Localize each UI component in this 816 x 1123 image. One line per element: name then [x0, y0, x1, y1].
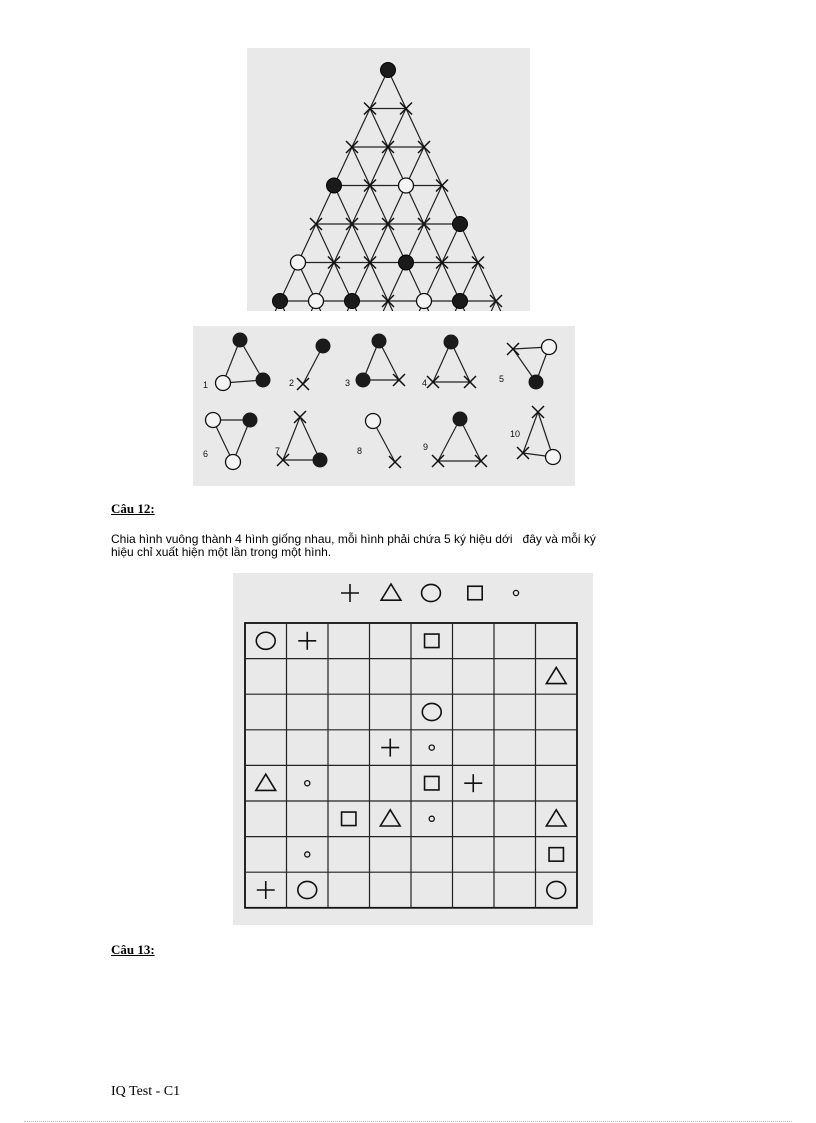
lattice-edge	[406, 109, 424, 148]
legend-circle-icon	[422, 584, 441, 601]
option-label-2: 2	[289, 378, 295, 388]
triangle-puzzle-figure	[247, 48, 530, 311]
option-piece-1	[203, 333, 271, 391]
open-node-icon	[542, 340, 557, 355]
filled-node-icon	[453, 217, 468, 232]
grid-triangle-icon	[256, 774, 276, 790]
grid-circle-icon	[298, 881, 317, 898]
filled-node-icon	[327, 178, 342, 193]
open-node-icon	[226, 455, 241, 470]
piece-edge	[523, 412, 538, 453]
grid-square-icon	[425, 634, 439, 648]
lattice-edge	[388, 301, 406, 311]
option-label-3: 3	[345, 378, 351, 388]
legend-triangle-icon	[381, 584, 401, 600]
grid-square-icon	[549, 848, 563, 862]
piece-edge	[283, 417, 300, 460]
lattice-edge	[478, 301, 496, 311]
option-piece-5	[499, 340, 557, 390]
option-piece-10	[510, 406, 561, 465]
filled-node-icon	[453, 294, 468, 309]
lattice-edge	[352, 109, 370, 148]
footer-divider	[24, 1121, 792, 1122]
option-label-6: 6	[203, 449, 209, 459]
filled-node-icon	[453, 412, 468, 427]
lattice-edge	[478, 263, 496, 302]
grid-plus-icon	[381, 739, 399, 757]
open-node-icon	[546, 450, 561, 465]
lattice-edge	[388, 109, 406, 148]
filled-node-icon	[256, 373, 271, 388]
symbol-grid-figure	[233, 573, 593, 925]
open-node-icon	[399, 178, 414, 193]
grid-square-icon	[425, 776, 439, 790]
lattice-edge	[370, 301, 388, 311]
lattice-edge	[370, 186, 388, 225]
legend-plus-icon	[341, 584, 359, 602]
option-label-5: 5	[499, 374, 505, 384]
lattice-edge	[334, 224, 352, 263]
legend-dot-icon	[513, 590, 518, 595]
option-label-1: 1	[203, 380, 209, 390]
option-piece-3	[345, 334, 405, 389]
open-node-icon	[366, 414, 381, 429]
open-node-icon	[291, 255, 306, 270]
lattice-edge	[370, 263, 388, 302]
lattice-edge	[352, 147, 370, 186]
footer-text: IQ Test - C1	[111, 1084, 181, 1099]
option-piece-2	[289, 339, 331, 391]
grid-dot-icon	[305, 781, 310, 786]
filled-node-icon	[313, 453, 328, 468]
filled-node-icon	[444, 335, 459, 350]
open-node-icon	[216, 376, 231, 391]
grid-triangle-icon	[380, 810, 400, 826]
grid-plus-icon	[464, 774, 482, 792]
filled-node-icon	[233, 333, 248, 348]
filled-node-icon	[529, 375, 544, 390]
cross-node-icon	[294, 411, 306, 423]
open-node-icon	[206, 413, 221, 428]
option-label-9: 9	[423, 442, 429, 452]
cross-node-icon	[532, 406, 544, 418]
filled-node-icon	[356, 373, 371, 388]
filled-node-icon	[345, 294, 360, 309]
open-node-icon	[309, 294, 324, 309]
lattice-edge	[352, 224, 370, 263]
question-12-text-line-1: Chia hình vuông thành 4 hình giống nhau, mỗi hình phải chứa 5 ký hiệu dới đây và mỗi ký	[111, 532, 596, 546]
filled-node-icon	[273, 294, 288, 309]
option-label-8: 8	[357, 446, 363, 456]
lattice-edge	[370, 109, 388, 148]
grid-dot-icon	[429, 816, 434, 821]
filled-node-icon	[399, 255, 414, 270]
option-piece-9	[423, 412, 487, 468]
triangle-lattice-diagram	[247, 48, 530, 311]
grid-square-icon	[342, 812, 356, 826]
filled-node-icon	[243, 413, 258, 428]
question-12-text-line-2: hiệu chỉ xuất hiện một lần trong một hình.	[111, 545, 332, 559]
lattice-edge	[352, 186, 370, 225]
option-label-4: 4	[422, 378, 428, 388]
grid-dot-icon	[305, 852, 310, 857]
lattice-edge	[370, 224, 388, 263]
option-label-7: 7	[275, 446, 281, 456]
open-node-icon	[417, 294, 432, 309]
grid-circle-icon	[547, 881, 566, 898]
option-piece-4	[422, 335, 476, 389]
question-12-heading: Câu 12:	[111, 501, 155, 516]
grid-circle-icon	[422, 703, 441, 720]
option-piece-6	[203, 413, 258, 470]
option-piece-8	[357, 414, 401, 469]
filled-node-icon	[372, 334, 387, 349]
legend-square-icon	[468, 586, 482, 600]
option-pieces-diagram	[193, 326, 575, 486]
option-piece-7	[275, 411, 328, 468]
lattice-edge	[424, 186, 442, 225]
grid-triangle-icon	[546, 810, 566, 826]
question-13-heading: Câu 13:	[111, 942, 155, 957]
cross-node-icon	[389, 456, 401, 468]
grid-triangle-icon	[546, 667, 566, 683]
lattice-edge	[424, 224, 442, 263]
lattice-edge	[424, 147, 442, 186]
grid-plus-icon	[257, 881, 275, 899]
symbol-grid-diagram	[233, 573, 593, 925]
option-label-10: 10	[510, 429, 521, 439]
grid-dot-icon	[429, 745, 434, 750]
lattice-edge	[370, 147, 388, 186]
filled-node-icon	[381, 63, 396, 78]
filled-node-icon	[316, 339, 331, 354]
grid-plus-icon	[298, 632, 316, 650]
options-figure	[193, 326, 575, 486]
cross-node-icon	[297, 378, 309, 390]
lattice-edge	[496, 301, 514, 311]
grid-circle-icon	[256, 632, 275, 649]
lattice-edge	[316, 224, 334, 263]
